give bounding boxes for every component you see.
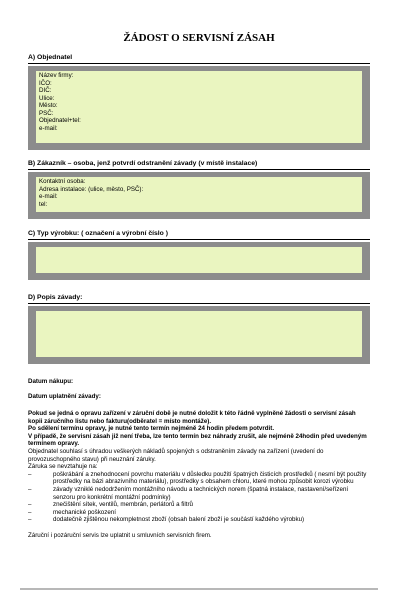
section-a-box xyxy=(28,66,370,150)
bullet-dash: – xyxy=(28,470,32,478)
warranty-exclusion-text: dodatečně zjištěnou nekompletnost zboží (obsah balení zboží je součástí každého výrobku) xyxy=(53,516,305,524)
section-b-fields[interactable] xyxy=(36,177,362,212)
warranty-exclusion-item xyxy=(28,486,370,501)
page-title: ŽÁDOST O SERVISNÍ ZÁSAH xyxy=(123,32,275,44)
orderer-field-label-1: IČO: xyxy=(39,79,52,87)
customer-field-label-0: Kontaktní osoba: xyxy=(39,178,86,185)
warranty-intro: Záruka se nevztahuje na: xyxy=(28,463,98,471)
orderer-field-label-6: Objednatel+tel: xyxy=(39,117,81,124)
bullet-dash: – xyxy=(28,485,32,493)
orderer-field-label-4: Město: xyxy=(39,102,58,109)
warranty-exclusions-list xyxy=(28,471,370,524)
orderer-field-label-2: DIČ: xyxy=(39,87,52,94)
section-d-divider xyxy=(28,303,370,304)
warranty-documents-note: Pokud se jedná o opravu zařízení v záruční době je nutné doložit k této řádně vyplněné žádosti o servisní zásah kopii záručního listu nebo fakturu(odběratel = místo montáže). xyxy=(28,410,356,425)
warranty-exclusion-item xyxy=(28,501,370,509)
purchase-date-label: Datum nákupu: xyxy=(28,378,74,385)
warranty-exclusion-item xyxy=(28,471,370,486)
customer-field-label-2: e-mail: xyxy=(39,193,58,200)
bullet-dash: – xyxy=(28,501,32,509)
warranty-exclusion-text: mechanické poškození xyxy=(53,508,116,516)
document-page xyxy=(20,12,378,590)
warranty-exclusion-text: poškrábání a znehodnocení povrchu materiálu v důsledku použití špatných čisticích prostředků ( nesmí být použity prostředky na bázi abrazivního materiálu), prostředky s obsahem chloru, které mohou způsobit korozi výrobku xyxy=(53,470,367,486)
orderer-field-label-7: e-mail: xyxy=(39,124,58,132)
warranty-exclusion-text: znečištění sítek, ventilů, membrán, perlátorů a filtrů xyxy=(53,501,193,509)
terms-section xyxy=(28,410,370,540)
claim-date-label: Datum uplatnění závady: xyxy=(28,393,101,400)
customer-field-label-3: tel: xyxy=(39,200,48,208)
orderer-field-label-5: PSČ: xyxy=(39,109,54,117)
section-c-divider xyxy=(28,239,370,240)
customer-field-label-1: Adresa instalace: (ulice, město, PSČ): xyxy=(39,185,144,193)
section-d-box xyxy=(28,306,370,364)
section-c-label: C) Typ výrobku: ( označení a výrobní číslo ) xyxy=(28,230,168,237)
bullet-dash: – xyxy=(28,508,32,516)
consent-text: Objednatel souhlasí s úhradou veškerých nákladů spojených s odstraněním závady na zařízení (uvedení do provozuschopného stavu) při neuznání záruky. xyxy=(28,447,324,463)
orderer-field-label-3: Ulice: xyxy=(39,94,55,102)
section-a-label: A) Objednatel xyxy=(28,54,73,61)
section-a-fields[interactable] xyxy=(36,71,362,143)
defect-description-field[interactable] xyxy=(36,311,362,357)
footer-text: Záruční i pozáruční servis lze uplatnit u smluvních servisních firem. xyxy=(28,531,212,539)
section-b-divider xyxy=(28,169,370,170)
product-type-field[interactable] xyxy=(36,247,362,273)
confirm-term-note: Po sdělení termínu opravy, je nutné tento termín nejméně 24 hodin předem potvrdit. xyxy=(28,425,275,433)
warranty-exclusion-text: závady vzniklé nedodržením montážního návodu a technických norem (špatná instalace, nastavení/seřízení senzoru pro konkrétní montážní podmínky) xyxy=(53,485,349,501)
bullet-dash: – xyxy=(28,516,32,524)
section-d-label: D) Popis závady: xyxy=(28,294,83,301)
cancel-term-note: V případě, že servisní zásah již není třeba, lze tento termín bez náhrady zrušit, ale nejméně 24hodin před uvedeným termínem opravy. xyxy=(28,432,367,448)
section-c-box xyxy=(28,242,370,280)
warranty-exclusion-item xyxy=(28,509,370,517)
orderer-field-label-0: Název firmy: xyxy=(39,72,74,79)
warranty-exclusion-item xyxy=(28,516,370,524)
section-b-label: B) Zákazník – osoba, jenž potvrdí odstranění závady (v místě instalace) xyxy=(28,160,258,167)
section-a-divider xyxy=(28,63,370,64)
section-b-box xyxy=(28,172,370,219)
